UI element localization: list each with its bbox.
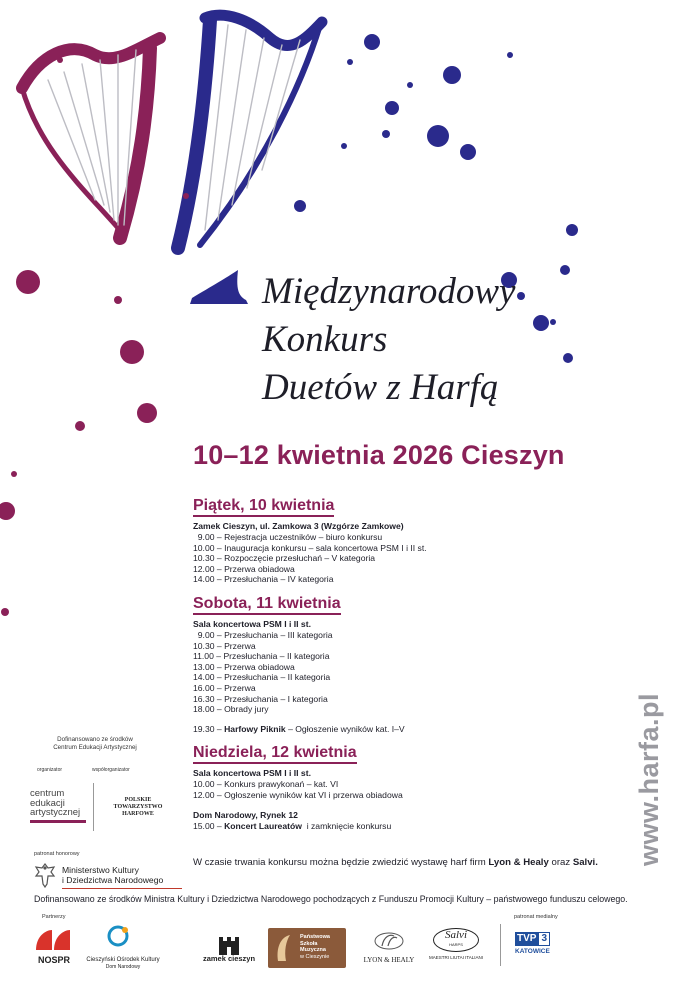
ptpl-logo: POLSKIE TOWARZYSTWO HARFOWE [113, 797, 163, 817]
magenta-harp [22, 38, 160, 238]
event-dates: 10–12 kwietnia 2026 Cieszyn [193, 440, 565, 470]
cok-logo: Cieszyński Ośrodek Kultury Dom Narodowy [78, 924, 168, 971]
zamek-logo: zamek cieszyn [200, 933, 258, 962]
schedule [193, 497, 633, 841]
venue: Dom Narodowy, Rynek 12 [193, 809, 298, 820]
schedule-item: 14.00 – Przesłuchania – II kategoria [193, 672, 331, 683]
schedule-item: 10.30 – Rozpoczęcie przesłuchań – V kategoria [193, 553, 376, 564]
day-friday [193, 497, 633, 585]
day-title: Niedziela, 12 kwietnia [193, 744, 357, 764]
castle-icon [217, 933, 241, 955]
title-ink-mark-icon [186, 268, 252, 308]
venue: Zamek Cieszyn, ul. Zamkowa 3 (Wzgórze Zamkowe) [193, 521, 404, 531]
salvi-logo: Salvi HARPS MAESTRI LIUTAI ITALIANI [428, 929, 484, 960]
schedule-item: 16.30 – Przesłuchania – I kategoria [193, 693, 328, 704]
coorganizer-label: współorganizator [92, 767, 130, 773]
patron-label: patronat honorowy [34, 851, 80, 857]
partners-label: Partnerzy [42, 914, 66, 920]
media-label: patronat medialny [514, 914, 558, 920]
venue: Sala koncertowa PSM I i II st. [193, 768, 311, 779]
schedule-item: 18.00 – Obrady jury [193, 704, 269, 715]
day-title: Piątek, 10 kwietnia [193, 497, 334, 517]
day-title: Sobota, 11 kwietnia [193, 595, 341, 615]
schedule-item-gala: 15.00 – Koncert Laureatów i zamknięcie konkursu [193, 820, 392, 831]
nospr-mark-icon [34, 928, 72, 952]
competition-title [186, 268, 626, 412]
schedule-item: 10.30 – Przerwa [193, 640, 256, 651]
schedule-item: 13.00 – Przerwa obiadowa [193, 661, 295, 672]
title-line-1: Międzynarodowy [262, 271, 516, 312]
ministry-logo: Ministerstwo Kultury i Dziedzictwa Narodowego [34, 862, 194, 892]
title-line-2: Konkurs [262, 319, 388, 360]
day-sunday [193, 744, 633, 831]
lyon-healy-monogram-icon [360, 930, 418, 952]
schedule-item: 9.00 – Przesłuchania – III kategoria [197, 629, 333, 640]
cea-funding-label: Dofinansowano ze środków Centrum Edukacji Artystycznej [53, 736, 137, 751]
cok-mark-icon [78, 924, 168, 952]
website-url[interactable]: www.harfa.pl [634, 692, 664, 866]
magenta-splashes [0, 57, 189, 616]
schedule-item: 9.00 – Rejestracja uczestników – biuro konkursu [197, 532, 383, 542]
exhibition-note: W czasie trwania konkursu można będzie zwiedzić wystawę harf firm Lyon & Healy oraz Salvi. [193, 857, 598, 868]
logo-divider [93, 783, 94, 831]
nospr-logo: NOSPR [34, 928, 74, 964]
schedule-item: 16.00 – Przerwa [193, 682, 256, 693]
psm-logo: Państwowa Szkoła Muzyczna w Cieszynie [268, 928, 346, 968]
schedule-item: 14.00 – Przesłuchania – IV kategoria [193, 574, 334, 585]
ministry-funding-note: Dofinansowano ze środków Ministra Kultury i Dziedzictwa Narodowego pochodzących z Funduszu Promocji Kultury – państwowego funduszu celowego. [34, 894, 628, 904]
schedule-item: 12.00 – Ogłoszenie wyników kat VI i przerwa obiadowa [193, 789, 403, 800]
title-line-3: Duetów z Harfą [262, 367, 499, 408]
schedule-item: 11.00 – Przesłuchania – II kategoria [193, 651, 330, 662]
schedule-item: 12.00 – Przerwa obiadowa [193, 563, 295, 574]
psm-mark-icon [272, 931, 298, 965]
tvp3-logo: TVP 3 KATOWICE [515, 933, 550, 955]
day-saturday [193, 595, 633, 734]
media-divider [500, 924, 501, 966]
navy-harp [178, 15, 322, 248]
schedule-item: 10.00 – Inauguracja konkursu – sala koncertowa PSM I i II st. [193, 542, 427, 553]
organizer-label: organizator [37, 767, 63, 773]
eagle-emblem-icon [34, 862, 56, 888]
cea-logo: centrum edukacji artystycznej [30, 789, 88, 823]
schedule-item: 10.00 – Konkurs prawykonań – kat. VI [193, 779, 339, 790]
venue: Sala koncertowa PSM I i II st. [193, 618, 311, 629]
schedule-item-picnic: 19.30 – Harfowy Piknik – Ogłoszenie wyników kat. I–V [193, 723, 405, 734]
lyon-healy-logo: LYON & HEALY [360, 930, 418, 964]
